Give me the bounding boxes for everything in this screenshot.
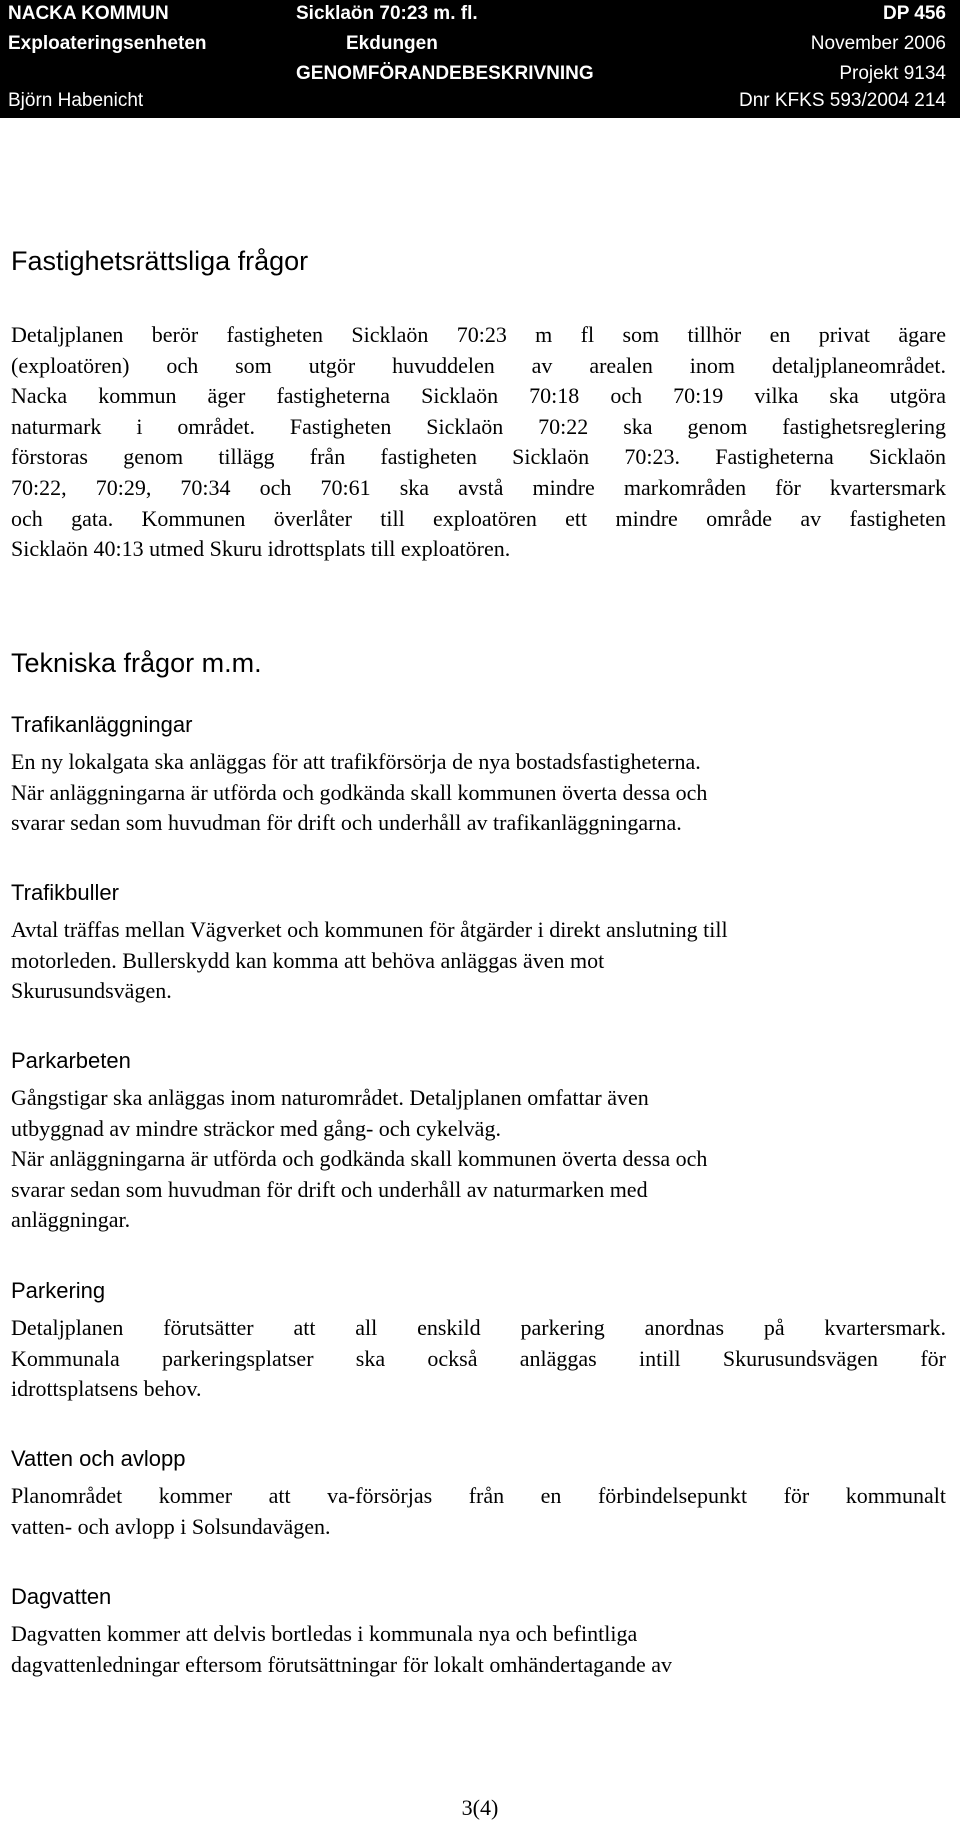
traffic-facilities-paragraph <box>11 747 946 839</box>
paragraph-line: Nacka kommun äger fastigheterna Sicklaön 70:18 och 70:19 vilka ska utgöra <box>11 383 946 409</box>
heading-traffic-noise: Trafikbuller <box>11 880 119 905</box>
heading-park-works: Parkarbeten <box>11 1048 131 1073</box>
paragraph-line: Kommunala parkeringsplatser ska också anläggas intill Skurusundsvägen för <box>11 1345 946 1371</box>
paragraph-line: Gångstigar ska anläggas inom naturområdet. Detaljplanen omfattar även <box>11 1085 649 1110</box>
header-row-2 <box>0 30 960 60</box>
paragraph-line: Planområdet kommer att va-försörjas från en förbindelsepunkt för kommunalt <box>11 1483 946 1508</box>
heading-stormwater: Dagvatten <box>11 1584 112 1609</box>
section-title-property-rights: Fastighetsrättsliga frågor <box>11 246 309 276</box>
paragraph-line: Skurusundsvägen. <box>11 978 172 1004</box>
paragraph-line: När anläggningarna är utförda och godkända skall kommunen överta dessa och <box>11 779 708 805</box>
header-registration: Dnr KFKS 593/2004 214 <box>738 90 946 111</box>
paragraph-line: svarar sedan som huvudman för drift och underhåll av trafikanläggningarna. <box>11 810 682 836</box>
paragraph-line: motorleden. Bullerskydd kan komma att behöva anläggas även mot <box>11 947 605 973</box>
water-sewer-paragraph <box>11 1481 946 1542</box>
parking-paragraph <box>11 1313 946 1405</box>
paragraph-line: dagvattenledningar eftersom förutsättningar för lokalt omhändertagande av <box>11 1651 672 1677</box>
paragraph-line: Avtal träffas mellan Vägverket och kommunen för åtgärder i direkt anslutning till <box>11 917 728 942</box>
paragraph-line: och gata. Kommunen överlåter till exploatören ett mindre område av fastigheten <box>11 505 946 531</box>
heading-water-sewer: Vatten och avlopp <box>11 1446 186 1471</box>
header-row-3 <box>0 60 960 90</box>
paragraph-line: vatten- och avlopp i Solsundavägen. <box>11 1513 331 1539</box>
paragraph-line: Detaljplanen förutsätter att all enskild parkering anordnas på kvartersmark. <box>11 1315 946 1340</box>
header-plan-number: DP 456 <box>882 3 946 24</box>
paragraph-line: förstoras genom tillägg från fastigheten Sicklaön 70:23. Fastigheterna Sicklaön <box>11 444 946 470</box>
header-org: NACKA KOMMUN <box>8 3 169 24</box>
header-area: Ekdungen <box>346 33 438 54</box>
paragraph-line: svarar sedan som huvudman för drift och underhåll av naturmarken med <box>11 1176 648 1202</box>
paragraph-line: En ny lokalgata ska anläggas för att trafikförsörja de nya bostadsfastigheterna. <box>11 749 701 774</box>
paragraph-line: anläggningar. <box>11 1207 131 1233</box>
paragraph-line: När anläggningarna är utförda och godkända skall kommunen överta dessa och <box>11 1146 708 1172</box>
park-works-paragraph <box>11 1083 946 1236</box>
heading-traffic-facilities: Trafikanläggningar <box>11 712 193 737</box>
paragraph-line: Dagvatten kommer att delvis bortledas i kommunala nya och befintliga <box>11 1621 638 1646</box>
paragraph-line: Detaljplanen berör fastigheten Sicklaön 70:23 m fl som tillhör en privat ägare <box>11 322 946 347</box>
paragraph-line: idrottsplatsens behov. <box>11 1376 202 1402</box>
page-number: 3(4) <box>461 1795 499 1820</box>
paragraph-line: utbyggnad av mindre sträckor med gång- och cykelväg. <box>11 1115 501 1141</box>
heading-parking: Parkering <box>11 1278 106 1303</box>
paragraph-line: naturmark i området. Fastigheten Sicklaön 70:22 ska genom fastighetsreglering <box>11 413 946 439</box>
traffic-noise-paragraph <box>11 915 946 1007</box>
header-doc-type: GENOMFÖRANDEBESKRIVNING <box>296 63 594 84</box>
paragraph-line: Sicklaön 40:13 utmed Skuru idrottsplats till exploatören. <box>11 536 511 562</box>
property-rights-paragraph <box>11 320 946 565</box>
paragraph-line: (exploatören) och som utgör huvuddelen av arealen inom detaljplaneområdet. <box>11 352 946 378</box>
section-title-technical: Tekniska frågor m.m. <box>11 648 262 678</box>
header-property: Sicklaön 70:23 m. fl. <box>296 3 478 24</box>
header-row-1 <box>0 0 960 30</box>
stormwater-paragraph <box>11 1619 946 1680</box>
header-project: Projekt 9134 <box>839 63 946 84</box>
paragraph-line: 70:22, 70:29, 70:34 och 70:61 ska avstå mindre markområden för kvartersmark <box>11 474 946 500</box>
header-date: November 2006 <box>810 33 946 54</box>
header-row-4 <box>0 90 960 118</box>
header-author: Björn Habenicht <box>8 90 144 111</box>
header-unit: Exploateringsenheten <box>8 33 207 54</box>
